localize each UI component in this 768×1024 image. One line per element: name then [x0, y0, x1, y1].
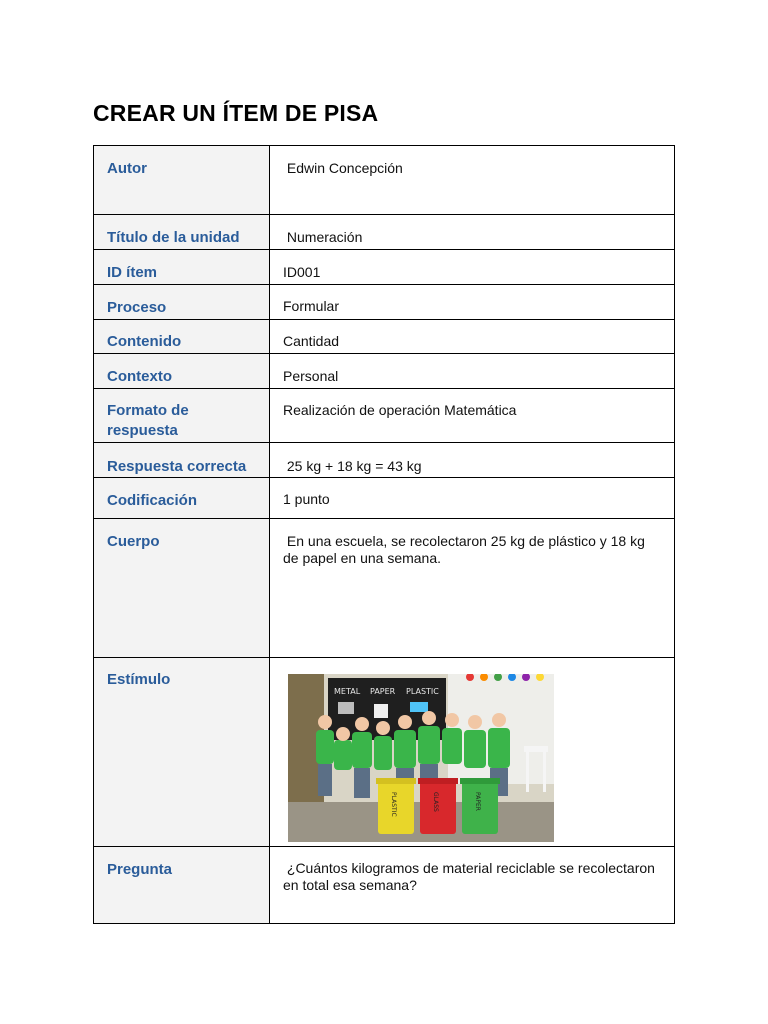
label-cell	[94, 658, 270, 847]
row-label: Contenido	[107, 333, 182, 350]
board-label: PLASTIC	[406, 687, 439, 696]
label-cell	[94, 215, 270, 250]
row-value: 25 kg + 18 kg = 43 kg	[283, 458, 422, 474]
row-autor	[94, 146, 675, 215]
label-cell	[94, 519, 270, 658]
row-label: Formato de respuesta	[107, 402, 189, 439]
page-title: CREAR UN ÍTEM DE PISA	[93, 100, 379, 126]
row-label: Pregunta	[107, 861, 173, 878]
bin-label: PLASTIC	[390, 792, 397, 817]
value-cell	[270, 215, 675, 250]
row-label: Título de la unidad	[107, 229, 240, 246]
row-value: Numeración	[283, 229, 363, 245]
label-cell	[94, 443, 270, 478]
label-cell	[94, 250, 270, 285]
stimulus-photo	[288, 674, 554, 842]
board-label: PAPER	[370, 687, 396, 696]
row-value: Realización de operación Matemática	[283, 402, 517, 418]
row-formato	[94, 389, 675, 443]
row-value: Cantidad	[283, 333, 340, 349]
row-label: ID ítem	[107, 264, 158, 281]
row-label: Respuesta correcta	[107, 458, 247, 475]
row-codificacion	[94, 478, 675, 519]
row-value: En una escuela, se recolectaron 25 kg de plástico y 18 kg de papel en una semana.	[283, 533, 649, 566]
label-cell	[94, 389, 270, 443]
bin-label: GLASS	[432, 792, 439, 812]
row-value: Personal	[283, 368, 339, 384]
row-proceso	[94, 285, 675, 320]
value-cell	[270, 847, 675, 924]
row-label: Autor	[107, 160, 147, 177]
row-label: Proceso	[107, 299, 167, 316]
label-cell	[94, 285, 270, 320]
row-value: ¿Cuántos kilogramos de material reciclable se recolectaron en total esa semana?	[283, 860, 659, 893]
value-cell	[270, 146, 675, 215]
label-cell	[94, 354, 270, 389]
value-cell	[270, 443, 675, 478]
value-cell	[270, 519, 675, 658]
row-pregunta	[94, 847, 675, 924]
row-id-item	[94, 250, 675, 285]
row-value: 1 punto	[283, 491, 330, 507]
value-cell	[270, 320, 675, 354]
row-value: ID001	[283, 264, 321, 280]
row-titulo	[94, 215, 675, 250]
label-cell	[94, 478, 270, 519]
label-cell	[94, 146, 270, 215]
row-label: Estímulo	[107, 671, 171, 688]
value-cell	[270, 250, 675, 285]
row-contexto	[94, 354, 675, 389]
value-cell	[270, 478, 675, 519]
row-label: Cuerpo	[107, 533, 160, 550]
row-respuesta	[94, 443, 675, 478]
board-label: METAL	[334, 687, 361, 696]
row-label: Contexto	[107, 368, 172, 385]
row-value: Formular	[283, 298, 340, 314]
row-value: Edwin Concepción	[283, 160, 403, 176]
label-cell	[94, 320, 270, 354]
value-cell	[270, 285, 675, 320]
row-contenido	[94, 320, 675, 354]
row-label: Codificación	[107, 492, 198, 509]
value-cell	[270, 658, 675, 847]
value-cell	[270, 354, 675, 389]
label-cell	[94, 847, 270, 924]
value-cell	[270, 389, 675, 443]
pisa-item-table	[93, 145, 675, 924]
row-estimulo	[94, 658, 675, 847]
row-cuerpo	[94, 519, 675, 658]
bin-label: PAPER	[474, 792, 481, 811]
